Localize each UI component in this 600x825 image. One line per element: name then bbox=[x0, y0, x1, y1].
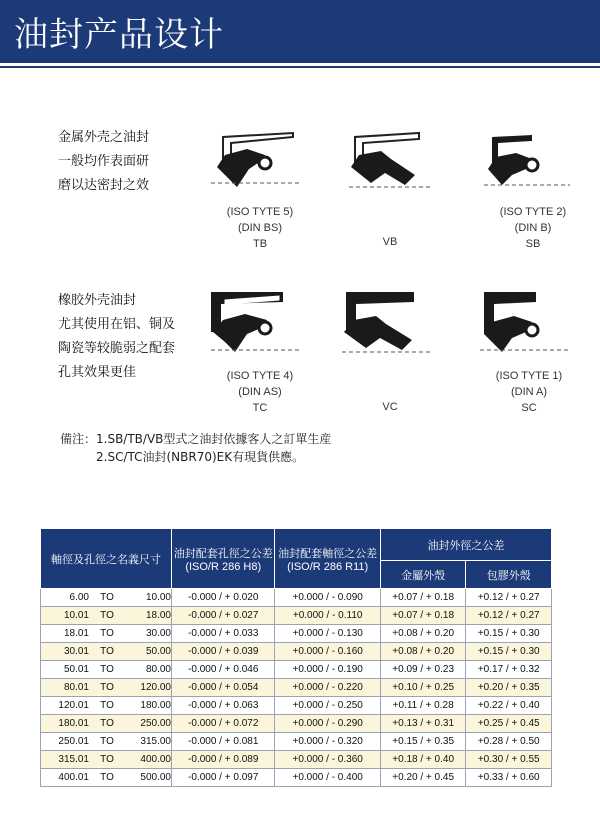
sc-seal-profile-icon bbox=[478, 288, 578, 360]
table-row bbox=[41, 751, 552, 769]
size-to-word: TO bbox=[100, 646, 114, 657]
vb-seal-label bbox=[345, 234, 435, 250]
vc-seal-profile-icon bbox=[340, 288, 440, 360]
tc-din-type: (DIN AS) bbox=[238, 386, 282, 398]
table-row bbox=[41, 643, 552, 661]
size-from: 80.01 bbox=[63, 682, 89, 693]
tb-din-type: (DIN BS) bbox=[238, 222, 282, 234]
sb-code: SB bbox=[525, 238, 541, 250]
table-row bbox=[41, 625, 552, 643]
header-rubber-case: 包膠外殼 bbox=[466, 561, 552, 589]
shaft-tolerance-cell: +0.000 / - 0.400 bbox=[275, 769, 380, 787]
metal-case-od-cell: +0.08 / + 0.20 bbox=[380, 625, 466, 643]
size-from: 10.01 bbox=[63, 610, 89, 621]
size-to: 400.00 bbox=[140, 754, 171, 765]
tc-seal-profile-icon bbox=[205, 288, 305, 360]
rubber-case-od-cell: +0.17 / + 0.32 bbox=[466, 661, 552, 679]
size-to: 250.00 bbox=[140, 718, 171, 729]
shaft-tolerance-standard: (ISO/R 286 R11) bbox=[287, 560, 369, 573]
sb-din-type: (DIN B) bbox=[514, 222, 552, 234]
size-to-word: TO bbox=[100, 718, 114, 729]
size-range-cell bbox=[41, 589, 172, 607]
table-row bbox=[41, 661, 552, 679]
bore-tolerance-title: 油封配套孔徑之公差 bbox=[173, 547, 273, 560]
shaft-tolerance-cell: +0.000 / - 0.110 bbox=[275, 607, 380, 625]
size-to-word: TO bbox=[100, 592, 114, 603]
shaft-tolerance-cell: +0.000 / - 0.190 bbox=[275, 661, 380, 679]
description-line: 金属外壳之油封 bbox=[58, 130, 150, 145]
header-bore-tolerance bbox=[172, 529, 275, 589]
page-header bbox=[0, 0, 600, 63]
size-range-cell bbox=[41, 625, 172, 643]
remark-line-1: 備注：1.SB/TB/VB型式之油封依據客人之訂單生産 bbox=[60, 432, 332, 446]
vc-seal-label bbox=[340, 399, 440, 415]
tc-seal-label bbox=[205, 368, 315, 416]
metal-case-od-cell: +0.15 / + 0.35 bbox=[380, 733, 466, 751]
bore-tolerance-cell: -0.000 / + 0.054 bbox=[172, 679, 275, 697]
shaft-tolerance-title: 油封配套軸徑之公差 bbox=[278, 547, 378, 560]
size-to: 500.00 bbox=[140, 772, 171, 783]
size-to-word: TO bbox=[100, 628, 114, 639]
sb-iso-type: (ISO TYTE 2) bbox=[499, 206, 567, 218]
tolerance-table bbox=[40, 528, 552, 787]
size-from: 6.00 bbox=[69, 592, 89, 603]
page-title: 油封产品设计 bbox=[14, 15, 224, 55]
metal-case-description bbox=[58, 126, 149, 198]
bore-tolerance-cell: -0.000 / + 0.081 bbox=[172, 733, 275, 751]
size-range-cell bbox=[41, 697, 172, 715]
size-to: 120.00 bbox=[140, 682, 171, 693]
metal-case-od-cell: +0.07 / + 0.18 bbox=[380, 589, 466, 607]
size-range-cell bbox=[41, 769, 172, 787]
bore-tolerance-cell: -0.000 / + 0.039 bbox=[172, 643, 275, 661]
rubber-case-od-cell: +0.30 / + 0.55 bbox=[466, 751, 552, 769]
size-to-word: TO bbox=[100, 664, 114, 675]
metal-case-od-cell: +0.08 / + 0.20 bbox=[380, 643, 466, 661]
size-to: 18.00 bbox=[145, 610, 171, 621]
vb-seal-profile-icon bbox=[345, 125, 445, 197]
size-range-cell bbox=[41, 751, 172, 769]
size-to: 50.00 bbox=[145, 646, 171, 657]
tb-iso-type: (ISO TYTE 5) bbox=[226, 206, 294, 218]
size-to: 80.00 bbox=[145, 664, 171, 675]
description-line: 橡胶外壳油封 bbox=[58, 293, 137, 308]
sc-din-type: (DIN A) bbox=[510, 386, 548, 398]
description-line: 孔其效果更佳 bbox=[58, 365, 137, 380]
bore-tolerance-cell: -0.000 / + 0.033 bbox=[172, 625, 275, 643]
size-from: 30.01 bbox=[63, 646, 89, 657]
shaft-tolerance-cell: +0.000 / - 0.360 bbox=[275, 751, 380, 769]
metal-case-od-cell: +0.09 / + 0.23 bbox=[380, 661, 466, 679]
size-from: 18.01 bbox=[63, 628, 89, 639]
bore-tolerance-cell: -0.000 / + 0.072 bbox=[172, 715, 275, 733]
header-metal-case: 金屬外殼 bbox=[380, 561, 466, 589]
metal-case-od-cell: +0.07 / + 0.18 bbox=[380, 607, 466, 625]
tb-seal-profile-icon bbox=[205, 125, 305, 197]
header-od-tolerance: 油封外徑之公差 bbox=[380, 529, 551, 561]
rubber-case-od-cell: +0.15 / + 0.30 bbox=[466, 625, 552, 643]
shaft-tolerance-cell: +0.000 / - 0.290 bbox=[275, 715, 380, 733]
sb-seal-profile-icon bbox=[482, 125, 582, 197]
vc-code: VC bbox=[382, 401, 398, 413]
size-from: 180.01 bbox=[58, 718, 89, 729]
shaft-tolerance-cell: +0.000 / - 0.160 bbox=[275, 643, 380, 661]
size-to: 10.00 bbox=[145, 592, 171, 603]
metal-case-od-cell: +0.13 / + 0.31 bbox=[380, 715, 466, 733]
header-nominal-size: 軸徑及孔徑之名義尺寸 bbox=[41, 529, 172, 589]
description-line: 尤其使用在铝、铜及 bbox=[58, 317, 176, 332]
shaft-tolerance-cell: +0.000 / - 0.320 bbox=[275, 733, 380, 751]
shaft-tolerance-cell: +0.000 / - 0.220 bbox=[275, 679, 380, 697]
table-row bbox=[41, 589, 552, 607]
shaft-tolerance-cell: +0.000 / - 0.130 bbox=[275, 625, 380, 643]
size-from: 120.01 bbox=[58, 700, 89, 711]
table-row bbox=[41, 697, 552, 715]
rubber-case-od-cell: +0.20 / + 0.35 bbox=[466, 679, 552, 697]
rubber-case-od-cell: +0.33 / + 0.60 bbox=[466, 769, 552, 787]
size-range-cell bbox=[41, 715, 172, 733]
rubber-case-od-cell: +0.15 / + 0.30 bbox=[466, 643, 552, 661]
table-row bbox=[41, 715, 552, 733]
metal-case-od-cell: +0.18 / + 0.40 bbox=[380, 751, 466, 769]
vb-code: VB bbox=[382, 236, 398, 248]
bore-tolerance-cell: -0.000 / + 0.089 bbox=[172, 751, 275, 769]
size-from: 315.01 bbox=[58, 754, 89, 765]
sc-code: SC bbox=[521, 402, 537, 414]
remarks bbox=[60, 430, 331, 466]
bore-tolerance-cell: -0.000 / + 0.063 bbox=[172, 697, 275, 715]
bore-tolerance-cell: -0.000 / + 0.097 bbox=[172, 769, 275, 787]
tc-iso-type: (ISO TYTE 4) bbox=[226, 370, 294, 382]
rubber-case-od-cell: +0.12 / + 0.27 bbox=[466, 589, 552, 607]
description-line: 陶瓷等较脆弱之配套 bbox=[58, 341, 176, 356]
tc-code: TC bbox=[252, 402, 268, 414]
rubber-case-od-cell: +0.28 / + 0.50 bbox=[466, 733, 552, 751]
size-to: 180.00 bbox=[140, 700, 171, 711]
size-to-word: TO bbox=[100, 610, 114, 621]
table-row bbox=[41, 733, 552, 751]
size-to-word: TO bbox=[100, 736, 114, 747]
size-to-word: TO bbox=[100, 700, 114, 711]
metal-case-od-cell: +0.11 / + 0.28 bbox=[380, 697, 466, 715]
size-to-word: TO bbox=[100, 682, 114, 693]
shaft-tolerance-cell: +0.000 / - 0.090 bbox=[275, 589, 380, 607]
table-row bbox=[41, 679, 552, 697]
rubber-case-od-cell: +0.22 / + 0.40 bbox=[466, 697, 552, 715]
size-from: 50.01 bbox=[63, 664, 89, 675]
table-row bbox=[41, 769, 552, 787]
size-to-word: TO bbox=[100, 754, 114, 765]
rubber-case-description bbox=[58, 289, 175, 385]
shaft-tolerance-cell: +0.000 / - 0.250 bbox=[275, 697, 380, 715]
bore-tolerance-cell: -0.000 / + 0.020 bbox=[172, 589, 275, 607]
bore-tolerance-standard: (ISO/R 286 H8) bbox=[185, 560, 262, 573]
rubber-case-od-cell: +0.25 / + 0.45 bbox=[466, 715, 552, 733]
description-line: 一般均作表面研 bbox=[58, 154, 150, 169]
size-range-cell bbox=[41, 607, 172, 625]
header-divider bbox=[0, 66, 600, 68]
header-shaft-tolerance bbox=[275, 529, 380, 589]
bore-tolerance-cell: -0.000 / + 0.046 bbox=[172, 661, 275, 679]
table-row bbox=[41, 607, 552, 625]
size-from: 250.01 bbox=[58, 736, 89, 747]
size-range-cell bbox=[41, 679, 172, 697]
sb-seal-label bbox=[478, 204, 588, 252]
tb-code: TB bbox=[252, 238, 268, 250]
size-to: 30.00 bbox=[145, 628, 171, 639]
sc-seal-label bbox=[474, 368, 584, 416]
size-to: 315.00 bbox=[140, 736, 171, 747]
rubber-case-od-cell: +0.12 / + 0.27 bbox=[466, 607, 552, 625]
metal-case-od-cell: +0.20 / + 0.45 bbox=[380, 769, 466, 787]
size-range-cell bbox=[41, 661, 172, 679]
size-from: 400.01 bbox=[58, 772, 89, 783]
sc-iso-type: (ISO TYTE 1) bbox=[495, 370, 563, 382]
remark-line-2: 2.SC/TC油封(NBR70)EK有現貨供應。 bbox=[96, 450, 305, 464]
metal-case-od-cell: +0.10 / + 0.25 bbox=[380, 679, 466, 697]
size-range-cell bbox=[41, 643, 172, 661]
tb-seal-label bbox=[205, 204, 315, 252]
bore-tolerance-cell: -0.000 / + 0.027 bbox=[172, 607, 275, 625]
size-to-word: TO bbox=[100, 772, 114, 783]
description-line: 磨以达密封之效 bbox=[58, 178, 150, 193]
size-range-cell bbox=[41, 733, 172, 751]
